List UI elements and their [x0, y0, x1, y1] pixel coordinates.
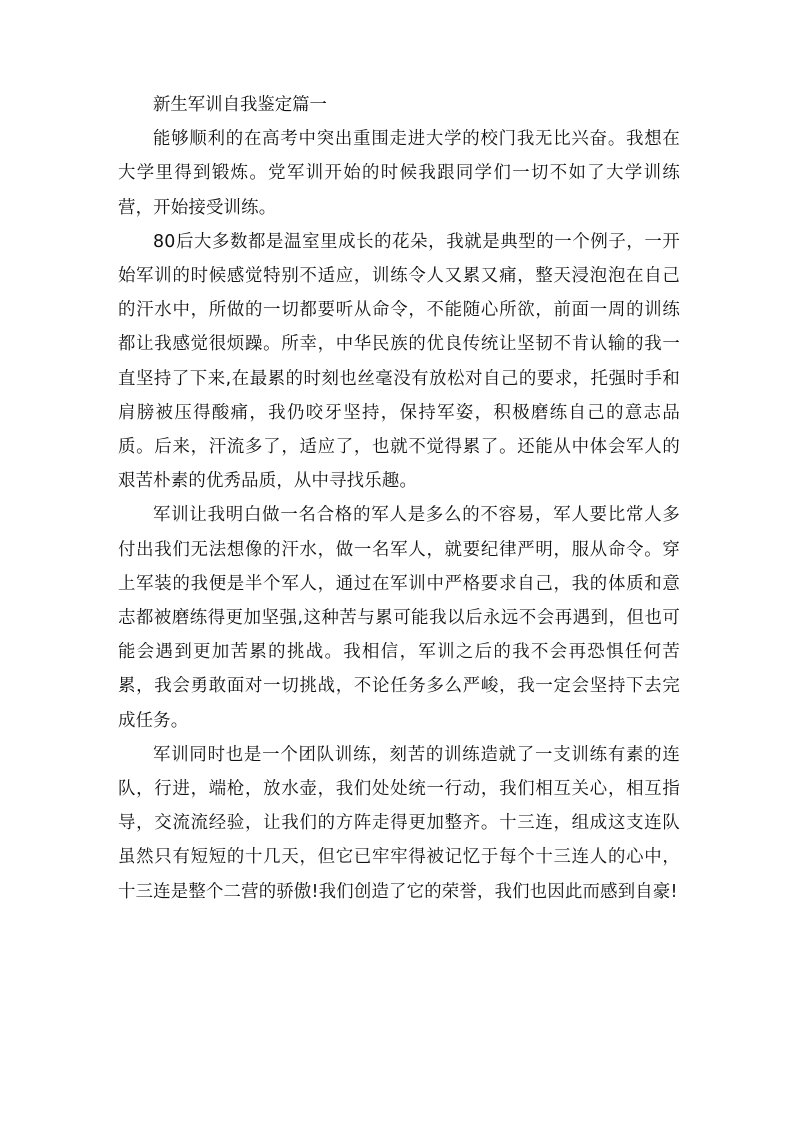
document-title: 新生军训自我鉴定篇一	[153, 95, 327, 115]
paragraph: 军训同时也是一个团队训练，刻苦的训练造就了一支训练有素的连队，行进，端枪，放水壶，我们处处统一行动，我们相互关心，相互指导，交流流经验，让我们的方阵走得更加整齐。十三连，组成这支连队虽然只有短短的十几天，但它已牢牢得被记忆于每个十三连人的心中，十三连是整个二营的骄傲!我们创造了它的荣誉，我们也因此而感到自豪!	[118, 744, 680, 902]
document-body	[118, 88, 680, 909]
paragraph: 军训让我明白做一名合格的军人是多么的不容易，军人要比常人多付出我们无法想像的汗水，做一名军人，就要纪律严明，服从命令。穿上军装的我便是半个军人，通过在军训中严格要求自己，我的体质和意志都被磨练得更加坚强,这种苦与累可能我以后永远不会再遇到，但也可能会遇到更加苦累的挑战。我相信，军训之后的我不会再恐惧任何苦累，我会勇敢面对一切挑战，不论任务多么严峻，我一定会坚持下去完成任务。	[118, 505, 680, 731]
paragraph: 能够顺利的在高考中突出重围走进大学的校门我无比兴奋。我想在大学里得到锻炼。党军训开始的时候我跟同学们一切不如了大学训练营，开始接受训练。	[118, 129, 680, 218]
paragraph: 80后大多数都是温室里成长的花朵，我就是典型的一个例子，一开始军训的时候感觉特别不适应，训练令人又累又痛，整天浸泡泡在自己的汗水中，所做的一切都要听从命令，不能随心所欲，前面一周的训练都让我感觉很烦躁。所幸，中华民族的优良传统让坚韧不肯认输的我一直坚持了下来,在最累的时刻也丝毫没有放松对自己的要求，托强时手和肩膀被压得酸痛，我仍咬牙坚持，保持军姿，积极磨练自己的意志品质。后来，汗流多了，适应了，也就不觉得累了。还能从中体会军人的艰苦朴素的优秀品质，从中寻找乐趣。	[118, 231, 680, 492]
